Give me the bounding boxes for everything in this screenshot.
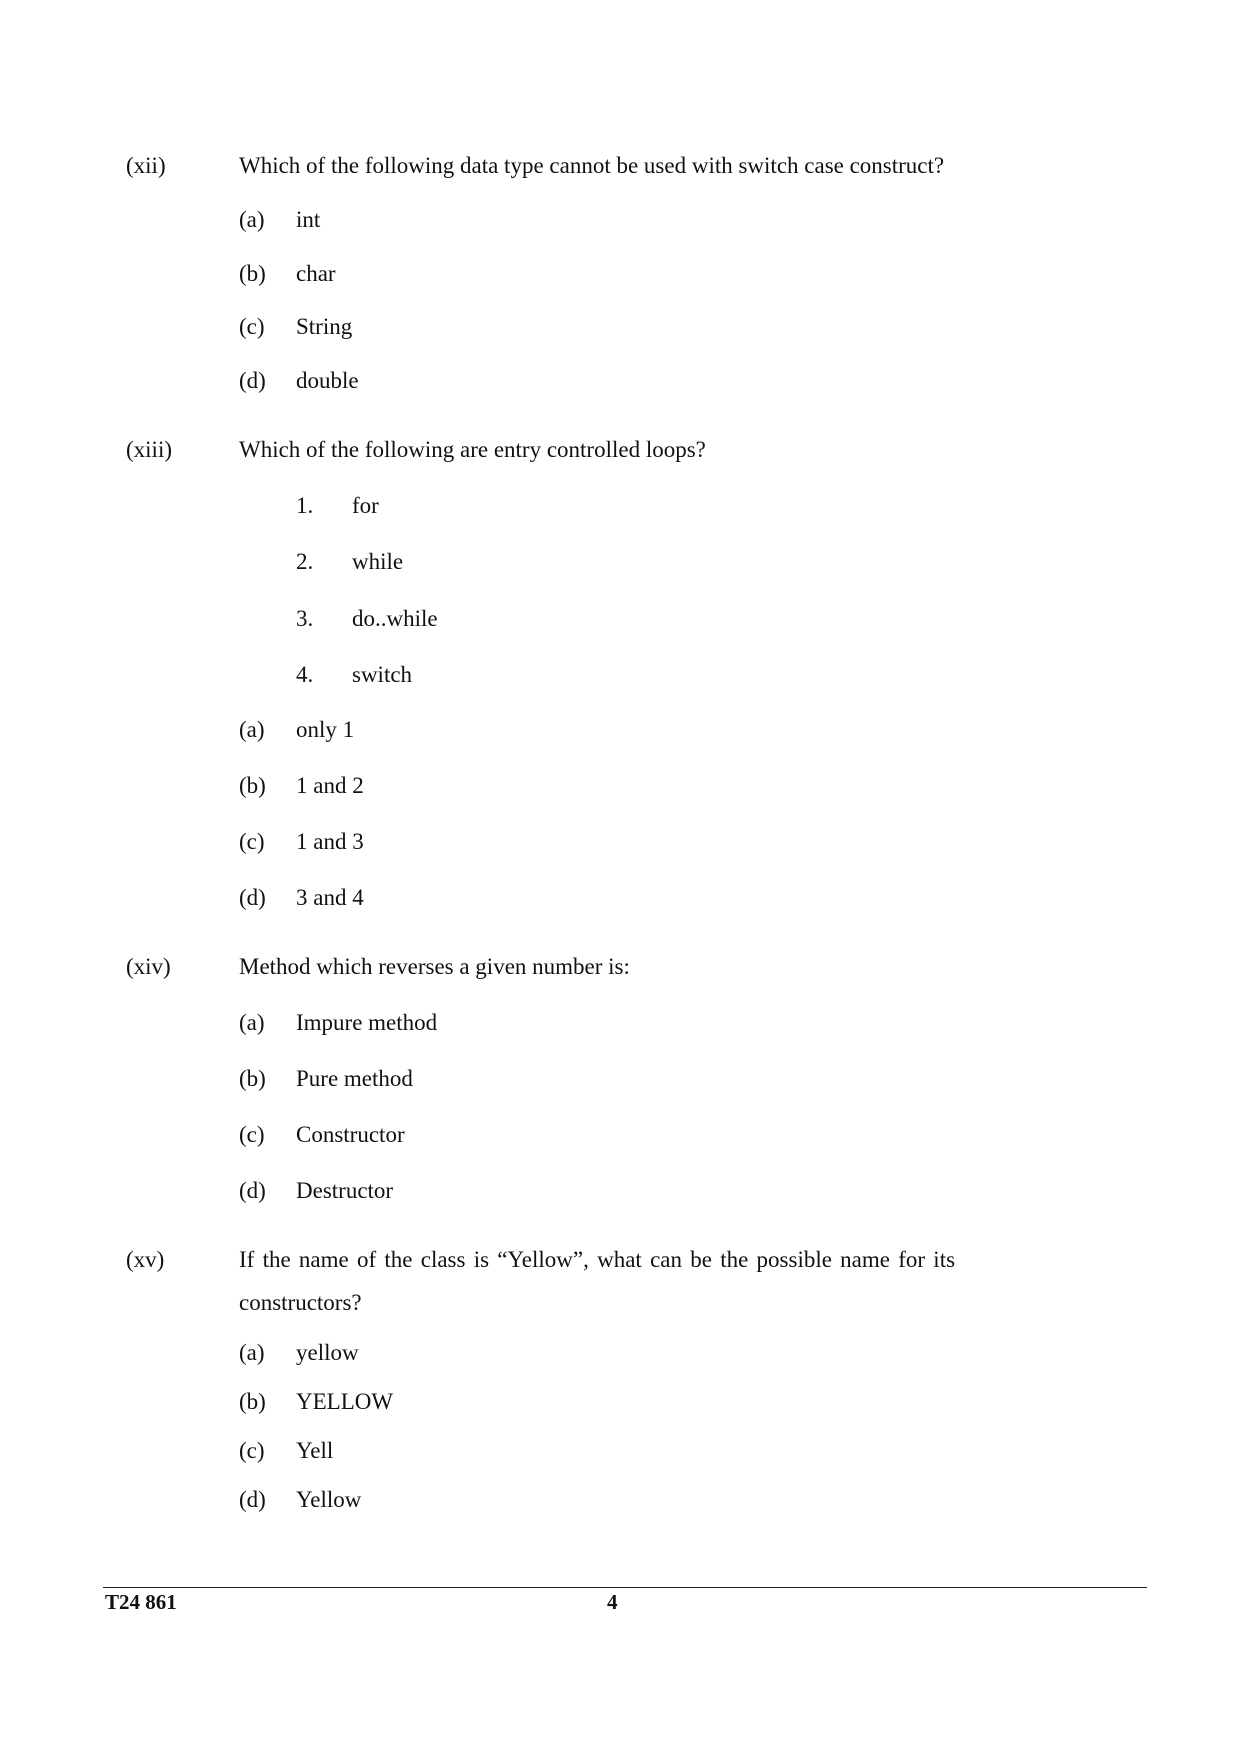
question-text: Which of the following data type cannot be used with switch case construct? <box>239 153 945 178</box>
option-text: only 1 <box>296 717 355 742</box>
option-label: (b) <box>239 1066 266 1091</box>
option-label: (c) <box>239 314 265 339</box>
question-text: Which of the following are entry controlled loops? <box>239 437 706 462</box>
question-number: (xiv) <box>126 954 171 979</box>
question-number: (xii) <box>126 153 166 178</box>
option-label: (c) <box>239 829 265 854</box>
option-label: (b) <box>239 261 266 286</box>
option-text: double <box>296 368 359 393</box>
option-label: (b) <box>239 1389 266 1414</box>
list-item-number: 2. <box>296 549 314 574</box>
option-text: Constructor <box>296 1122 405 1147</box>
list-item-text: for <box>352 493 379 518</box>
question-text-continued: constructors? <box>239 1290 362 1315</box>
list-item-text: switch <box>352 662 413 687</box>
option-text: 1 and 2 <box>296 773 364 798</box>
option-label: (a) <box>239 207 265 232</box>
list-item-text: while <box>352 549 404 574</box>
option-text: 1 and 3 <box>296 829 364 854</box>
option-text: YELLOW <box>296 1389 394 1414</box>
option-label: (a) <box>239 717 265 742</box>
option-label: (c) <box>239 1122 265 1147</box>
footer-divider <box>103 1587 1147 1588</box>
option-text: Yellow <box>296 1487 362 1512</box>
paper-code: T24 861 <box>105 1590 177 1614</box>
option-label: (b) <box>239 773 266 798</box>
option-text: int <box>296 207 321 232</box>
option-label: (d) <box>239 1487 266 1512</box>
option-text: Impure method <box>296 1010 438 1035</box>
option-text: char <box>296 261 336 286</box>
list-item-text: do..while <box>352 606 438 631</box>
list-item-number: 3. <box>296 606 314 631</box>
question-text: Method which reverses a given number is: <box>239 954 630 979</box>
question-text: If the name of the class is “Yellow”, what can be the possible name for its <box>239 1247 956 1272</box>
option-text: String <box>296 314 353 339</box>
option-text: yellow <box>296 1340 359 1365</box>
option-label: (c) <box>239 1438 265 1463</box>
page-number: 4 <box>607 1590 618 1614</box>
option-text: Pure method <box>296 1066 413 1091</box>
option-label: (d) <box>239 1178 266 1203</box>
question-number: (xiii) <box>126 437 172 462</box>
option-text: Yell <box>296 1438 334 1463</box>
option-label: (a) <box>239 1010 265 1035</box>
option-label: (a) <box>239 1340 265 1365</box>
question-number: (xv) <box>126 1247 165 1272</box>
option-label: (d) <box>239 368 266 393</box>
list-item-number: 4. <box>296 662 314 687</box>
option-text: Destructor <box>296 1178 394 1203</box>
list-item-number: 1. <box>296 493 314 518</box>
option-text: 3 and 4 <box>296 885 364 910</box>
option-label: (d) <box>239 885 266 910</box>
